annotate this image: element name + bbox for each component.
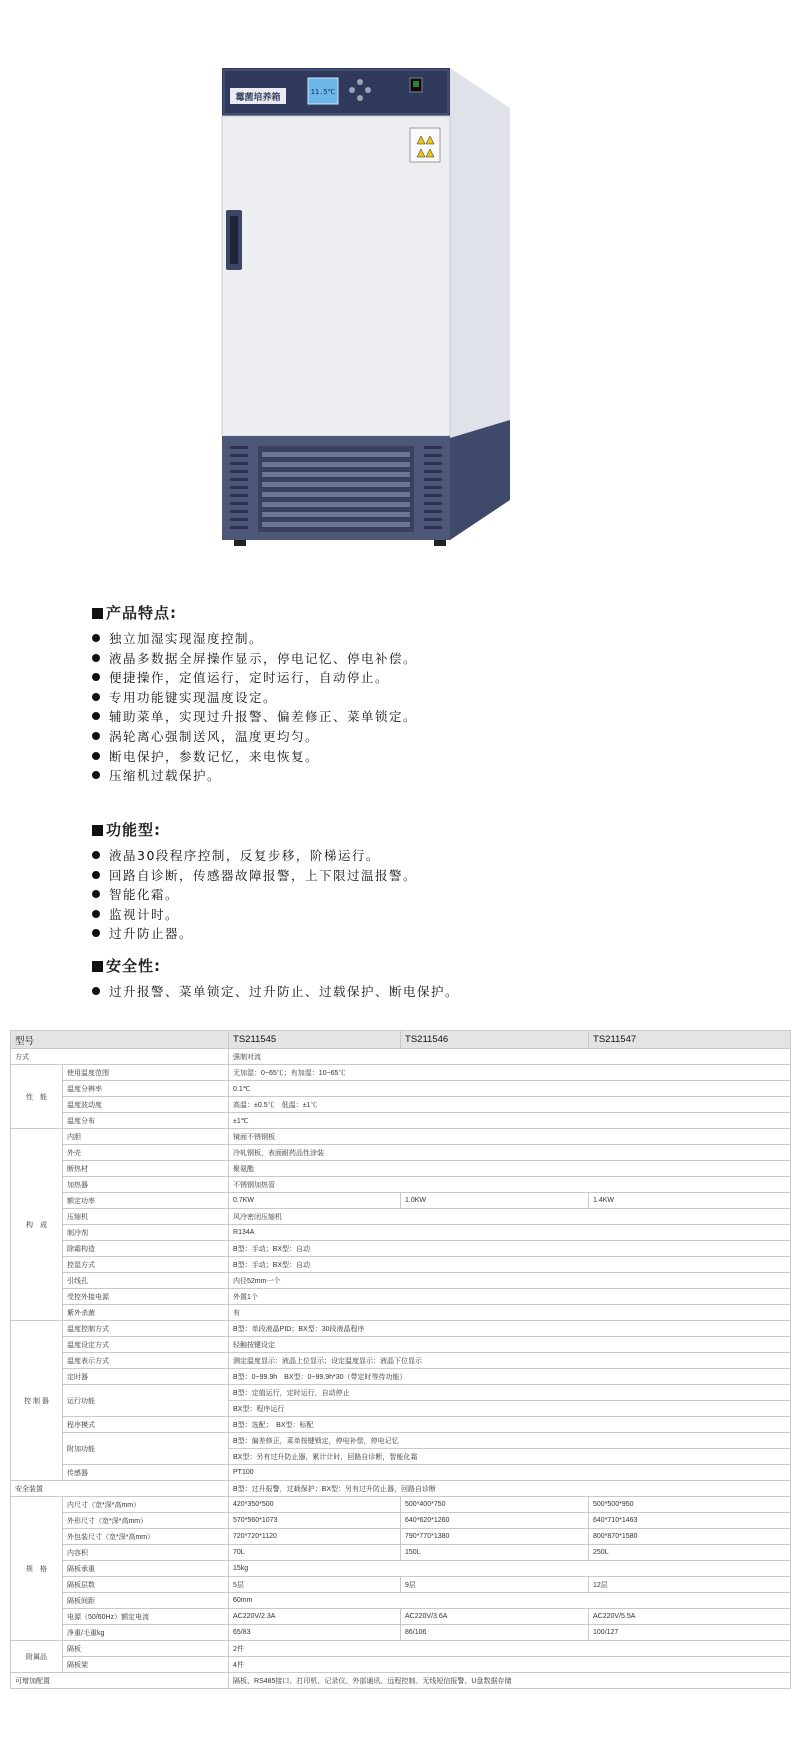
safety-title: 安全性: bbox=[92, 955, 459, 976]
spec-value: B型：手动；BX型：自动 bbox=[229, 1241, 791, 1257]
spec-row bbox=[11, 1529, 791, 1545]
spec-group-label: 性 能 bbox=[11, 1065, 63, 1129]
spec-header-row bbox=[11, 1031, 791, 1049]
spec-row bbox=[11, 1625, 791, 1641]
functions-item: 液晶30段程序控制，反复步移，阶梯运行。 bbox=[92, 846, 417, 866]
spec-label: 附加功能 bbox=[63, 1433, 229, 1465]
spec-label: 温度分辨率 bbox=[63, 1081, 229, 1097]
spec-row bbox=[11, 1193, 791, 1209]
spec-label: 外壳 bbox=[63, 1145, 229, 1161]
spec-label: 传感器 bbox=[63, 1465, 229, 1481]
spec-value: B型：偏差修正，菜单按键锁定，停电补偿，停电记忆 bbox=[229, 1433, 791, 1449]
spec-label: 除霜构造 bbox=[63, 1241, 229, 1257]
spec-label: 隔板层数 bbox=[63, 1577, 229, 1593]
bullet-icon bbox=[92, 654, 100, 662]
spec-value: 0.7KW bbox=[229, 1193, 401, 1209]
spec-label: 电源（50/60Hz）额定电流 bbox=[63, 1609, 229, 1625]
features-title: 产品特点: bbox=[92, 602, 417, 623]
spec-value: 0.1℃ bbox=[229, 1081, 791, 1097]
features-item: 压缩机过载保护。 bbox=[92, 766, 417, 786]
spec-value: 86/106 bbox=[401, 1625, 589, 1641]
spec-label: 可增加配置 bbox=[11, 1673, 229, 1689]
spec-value: 无加湿：0~65℃；有加湿：10~65℃ bbox=[229, 1065, 791, 1081]
spec-label: 外包装尺寸（宽*深*高mm） bbox=[63, 1529, 229, 1545]
spec-value: 640*710*1463 bbox=[589, 1513, 791, 1529]
spec-row bbox=[11, 1113, 791, 1129]
spec-value: R134A bbox=[229, 1225, 791, 1241]
spec-row bbox=[11, 1465, 791, 1481]
spec-label: 净重/毛重kg bbox=[63, 1625, 229, 1641]
features-item: 断电保护，参数记忆，来电恢复。 bbox=[92, 747, 417, 767]
spec-value: 65/83 bbox=[229, 1625, 401, 1641]
spec-label: 紫外杀菌 bbox=[63, 1305, 229, 1321]
spec-row bbox=[11, 1321, 791, 1337]
panel-button-up bbox=[357, 79, 363, 85]
safety-section bbox=[92, 955, 459, 1002]
spec-label: 温度表示方式 bbox=[63, 1353, 229, 1369]
spec-row bbox=[11, 1353, 791, 1369]
spec-label: 内容积 bbox=[63, 1545, 229, 1561]
bullet-icon bbox=[92, 712, 100, 720]
bullet-icon bbox=[92, 871, 100, 879]
spec-label: 隔板 bbox=[63, 1641, 229, 1657]
bullet-icon bbox=[92, 851, 100, 859]
spec-label: 断热材 bbox=[63, 1161, 229, 1177]
cabinet-side-base bbox=[450, 420, 510, 540]
spec-value: PT100 bbox=[229, 1465, 791, 1481]
spec-row bbox=[11, 1593, 791, 1609]
spec-value: ±1℃ bbox=[229, 1113, 791, 1129]
spec-label: 控湿方式 bbox=[63, 1257, 229, 1273]
vent-grille bbox=[258, 446, 414, 532]
spec-value: AC220V/5.5A bbox=[589, 1609, 791, 1625]
spec-value: 100/127 bbox=[589, 1625, 791, 1641]
spec-label: 温度控制方式 bbox=[63, 1321, 229, 1337]
spec-row bbox=[11, 1337, 791, 1353]
spec-value: 隔板、RS485接口、打印机、记录仪、外部通讯、远程控制、无线短信报警、U盘数据存储 bbox=[229, 1673, 791, 1689]
spec-row bbox=[11, 1065, 791, 1081]
spec-label: 定时器 bbox=[63, 1369, 229, 1385]
spec-header-label: 型号 bbox=[11, 1031, 229, 1049]
spec-label: 程序模式 bbox=[63, 1417, 229, 1433]
spec-value: 790*770*1380 bbox=[401, 1529, 589, 1545]
spec-row bbox=[11, 1305, 791, 1321]
spec-label: 额定功率 bbox=[63, 1193, 229, 1209]
spec-value: B型：单段液晶PID；BX型：30段液晶程序 bbox=[229, 1321, 791, 1337]
spec-value: 冷轧钢板，表面耐药品性涂装 bbox=[229, 1145, 791, 1161]
spec-label: 压缩机 bbox=[63, 1209, 229, 1225]
spec-label: 隔板架 bbox=[63, 1657, 229, 1673]
spec-row bbox=[11, 1145, 791, 1161]
spec-value: 60mm bbox=[229, 1593, 791, 1609]
spec-value: 1.0KW bbox=[401, 1193, 589, 1209]
spec-value: AC220V/2.3A bbox=[229, 1609, 401, 1625]
bullet-icon bbox=[92, 910, 100, 918]
features-section bbox=[92, 602, 417, 786]
spec-row bbox=[11, 1369, 791, 1385]
features-list bbox=[92, 629, 417, 786]
spec-value: 5层 bbox=[229, 1577, 401, 1593]
spec-value: 800*870*1580 bbox=[589, 1529, 791, 1545]
bullet-icon bbox=[92, 929, 100, 937]
spec-value: 12层 bbox=[589, 1577, 791, 1593]
features-item: 专用功能键实现温度设定。 bbox=[92, 688, 417, 708]
bullet-icon bbox=[92, 634, 100, 642]
spec-value: 250L bbox=[589, 1545, 791, 1561]
spec-row bbox=[11, 1609, 791, 1625]
panel-button-left bbox=[349, 87, 355, 93]
safety-list bbox=[92, 982, 459, 1002]
spec-row bbox=[11, 1289, 791, 1305]
spec-value: 500*400*750 bbox=[401, 1497, 589, 1513]
spec-group-label: 规 格 bbox=[11, 1497, 63, 1641]
bullet-icon bbox=[92, 771, 100, 779]
features-item: 辅助菜单，实现过升报警、偏差修正、菜单锁定。 bbox=[92, 707, 417, 727]
spec-value: 2件 bbox=[229, 1641, 791, 1657]
spec-label: 温度波动度 bbox=[63, 1097, 229, 1113]
spec-label: 温度分布 bbox=[63, 1113, 229, 1129]
bullet-icon bbox=[92, 987, 100, 995]
spec-value: 聚氨酯 bbox=[229, 1161, 791, 1177]
spec-value: 镜面不锈钢板 bbox=[229, 1129, 791, 1145]
functions-section bbox=[92, 819, 417, 944]
functions-item: 过升防止器。 bbox=[92, 924, 417, 944]
spec-value: B型：定值运行，定时运行，自动停止 bbox=[229, 1385, 791, 1401]
spec-row bbox=[11, 1081, 791, 1097]
spec-value: B型：过升报警，过载保护；BX型：另有过升防止器，回路自诊断 bbox=[229, 1481, 791, 1497]
spec-row bbox=[11, 1545, 791, 1561]
bullet-icon bbox=[92, 732, 100, 740]
spec-label: 受控外接电源 bbox=[63, 1289, 229, 1305]
spec-value: 强制对流 bbox=[229, 1049, 791, 1065]
spec-label: 外形尺寸（宽*深*高mm） bbox=[63, 1513, 229, 1529]
spec-value: B型：0~99.9h BX型：0~99.9h*30（带定时等待功能） bbox=[229, 1369, 791, 1385]
features-item: 独立加湿实现湿度控制。 bbox=[92, 629, 417, 649]
spec-group-label: 控 制 器 bbox=[11, 1321, 63, 1481]
bullet-icon bbox=[92, 752, 100, 760]
spec-value: BX型：程序运行 bbox=[229, 1401, 791, 1417]
functions-list bbox=[92, 846, 417, 944]
spec-row bbox=[11, 1641, 791, 1657]
spec-label: 温度设定方式 bbox=[63, 1337, 229, 1353]
spec-label: 内尺寸（宽*深*高mm） bbox=[63, 1497, 229, 1513]
panel-button-down bbox=[357, 95, 363, 101]
spec-label: 引线孔 bbox=[63, 1273, 229, 1289]
spec-row bbox=[11, 1673, 791, 1689]
spec-value: B型：选配； BX型：标配 bbox=[229, 1417, 791, 1433]
spec-value: 9层 bbox=[401, 1577, 589, 1593]
spec-value: 轻触按键设定 bbox=[229, 1337, 791, 1353]
spec-row bbox=[11, 1209, 791, 1225]
spec-table bbox=[10, 1030, 791, 1689]
spec-row bbox=[11, 1577, 791, 1593]
bullet-icon bbox=[92, 890, 100, 898]
spec-value: 1.4KW bbox=[589, 1193, 791, 1209]
spec-row bbox=[11, 1417, 791, 1433]
spec-row bbox=[11, 1497, 791, 1513]
panel-label: 霉菌培养箱 bbox=[235, 93, 281, 103]
safety-item: 过升报警、菜单锁定、过升防止、过载保护、断电保护。 bbox=[92, 982, 459, 1002]
spec-row bbox=[11, 1241, 791, 1257]
cabinet-door bbox=[222, 116, 450, 436]
bullet-icon bbox=[92, 673, 100, 681]
functions-item: 监视计时。 bbox=[92, 905, 417, 925]
spec-value: 有 bbox=[229, 1305, 791, 1321]
lcd-value: 11.5℃ bbox=[310, 88, 336, 96]
spec-value: AC220V/3.6A bbox=[401, 1609, 589, 1625]
features-item: 涡轮离心强制送风，温度更均匀。 bbox=[92, 727, 417, 747]
panel-button-right bbox=[365, 87, 371, 93]
spec-value: 640*620*1260 bbox=[401, 1513, 589, 1529]
spec-row bbox=[11, 1481, 791, 1497]
spec-label: 制冷剂 bbox=[63, 1225, 229, 1241]
spec-value: 4件 bbox=[229, 1657, 791, 1673]
spec-row bbox=[11, 1513, 791, 1529]
spec-label: 内胆 bbox=[63, 1129, 229, 1145]
spec-row bbox=[11, 1273, 791, 1289]
functions-item: 回路自诊断，传感器故障报警，上下限过温报警。 bbox=[92, 866, 417, 886]
spec-row bbox=[11, 1433, 791, 1449]
spec-value: 测定温度显示：液晶上位显示；设定温度显示：液晶下位显示 bbox=[229, 1353, 791, 1369]
spec-row bbox=[11, 1561, 791, 1577]
model-name: TS211545 bbox=[229, 1031, 401, 1049]
foot-right bbox=[434, 540, 446, 546]
spec-row bbox=[11, 1257, 791, 1273]
spec-value: 720*720*1120 bbox=[229, 1529, 401, 1545]
foot-left bbox=[234, 540, 246, 546]
bullet-icon bbox=[92, 693, 100, 701]
spec-value: 570*560*1073 bbox=[229, 1513, 401, 1529]
model-name: TS211547 bbox=[589, 1031, 791, 1049]
spec-row bbox=[11, 1385, 791, 1401]
spec-value: BX型：另有过升防止器，累计计时，回路自诊断，智能化霜 bbox=[229, 1449, 791, 1465]
spec-value: B型：手动；BX型：自动 bbox=[229, 1257, 791, 1273]
spec-group-label: 构 成 bbox=[11, 1129, 63, 1321]
spec-value: 420*350*500 bbox=[229, 1497, 401, 1513]
spec-label: 加热器 bbox=[63, 1177, 229, 1193]
spec-row bbox=[11, 1049, 791, 1065]
spec-value: 70L bbox=[229, 1545, 401, 1561]
spec-value: 风冷密闭压缩机 bbox=[229, 1209, 791, 1225]
features-item: 便捷操作，定值运行，定时运行，自动停止。 bbox=[92, 668, 417, 688]
spec-value: 不锈钢加热管 bbox=[229, 1177, 791, 1193]
spec-label: 使用温度范围 bbox=[63, 1065, 229, 1081]
spec-row bbox=[11, 1161, 791, 1177]
functions-item: 智能化霜。 bbox=[92, 885, 417, 905]
spec-label: 方式 bbox=[11, 1049, 229, 1065]
spec-row bbox=[11, 1225, 791, 1241]
spec-value: 高温：±0.5℃ 低温：±1℃ bbox=[229, 1097, 791, 1113]
spec-label: 隔板间距 bbox=[63, 1593, 229, 1609]
spec-row bbox=[11, 1177, 791, 1193]
spec-value: 150L bbox=[401, 1545, 589, 1561]
spec-row bbox=[11, 1097, 791, 1113]
spec-label: 隔板承重 bbox=[63, 1561, 229, 1577]
spec-group-label: 附属品 bbox=[11, 1641, 63, 1673]
spec-row bbox=[11, 1129, 791, 1145]
functions-title: 功能型: bbox=[92, 819, 417, 840]
spec-value: 内径52mm一个 bbox=[229, 1273, 791, 1289]
spec-value: 外置1个 bbox=[229, 1289, 791, 1305]
features-item: 液晶多数据全屏操作显示，停电记忆、停电补偿。 bbox=[92, 649, 417, 669]
spec-value: 15kg bbox=[229, 1561, 791, 1577]
spec-label: 安全装置 bbox=[11, 1481, 229, 1497]
spec-label: 运行功能 bbox=[63, 1385, 229, 1417]
model-name: TS211546 bbox=[401, 1031, 589, 1049]
spec-value: 500*500*950 bbox=[589, 1497, 791, 1513]
spec-row bbox=[11, 1657, 791, 1673]
product-image bbox=[220, 60, 580, 600]
